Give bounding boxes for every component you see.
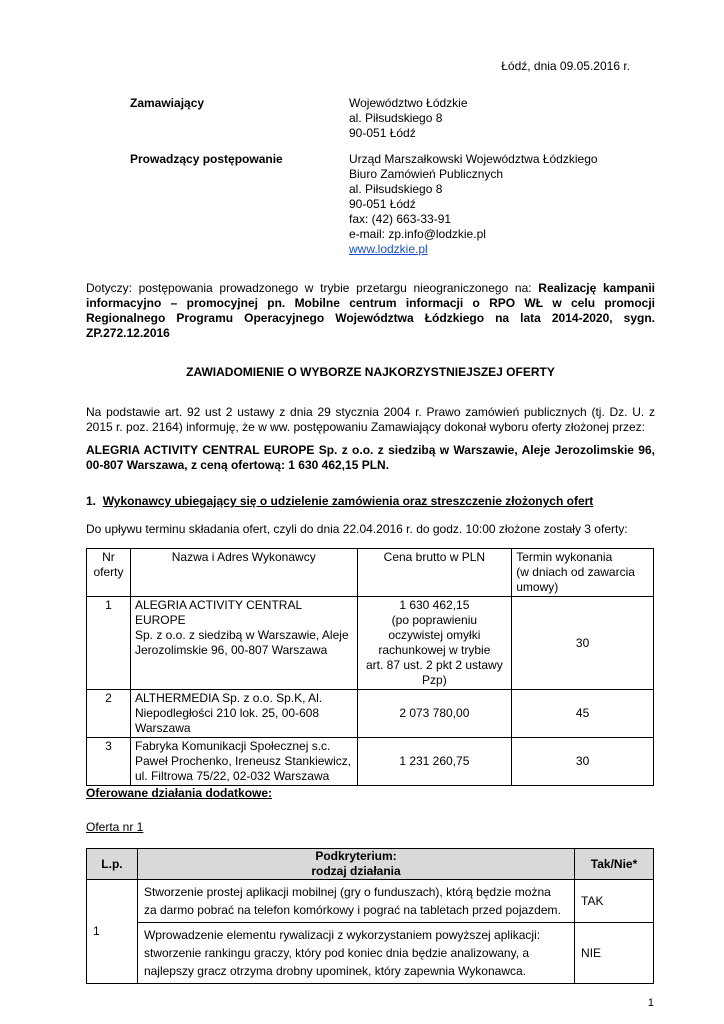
page-number: 1 (647, 997, 654, 1009)
offer-term: 30 (512, 597, 654, 690)
address-line: al. Piłsudskiego 8 (349, 182, 443, 196)
additional-heading: Oferowane działania dodatkowe: (86, 786, 273, 800)
header-term-line: umowy) (516, 580, 559, 594)
offer-name-line: Paweł Prochenko, Ireneusz Stankiewicz, (134, 754, 352, 768)
offer-price-note: art. 87 ust. 2 pkt 2 ustawy (365, 658, 503, 672)
offer-price-value: 1 630 462,15 (399, 598, 470, 612)
address-line: Biuro Zamówień Publicznych (349, 167, 504, 181)
offers-table (86, 548, 654, 786)
basis-line: 2015 r. poz. 2164) informuję, że w ww. postępowaniu Zamawiający dokonał wyboru oferty złożonej przez: (86, 420, 645, 434)
conducting-address (349, 152, 598, 257)
header-price-text: Cena brutto w PLN (383, 550, 486, 564)
fax-line: fax: (42) 663-33-91 (349, 212, 452, 226)
offer-label: Oferta nr 1 (86, 820, 144, 834)
offer-name (130, 738, 357, 786)
offer-price: 1 231 260,75 (357, 738, 512, 786)
table-row (87, 690, 654, 738)
offer-nr: 3 (87, 738, 131, 786)
header-criterion (137, 849, 574, 880)
table-row (87, 923, 654, 984)
criterion-line: stworzenie rankingu graczy, który pod koniec dnia będzie analizowany, a (143, 946, 530, 960)
header-nr-line: oferty (93, 565, 124, 579)
criterion-line: Wprowadzenie elementu rywalizacji z wykorzystaniem powyższej aplikacji: (143, 928, 541, 942)
address-line: al. Piłsudskiego 8 (349, 111, 443, 125)
conducting-label: Prowadzący postępowanie (130, 152, 283, 166)
criterion-line: najlepszy gracz otrzyma drobny upominek, który zapewnia Wykonawca. (143, 964, 526, 978)
winner-line: 00-807 Warszawa, z ceną ofertową: 1 630 462,15 PLN. (86, 458, 390, 472)
offer-price-note: (po poprawieniu (391, 613, 478, 627)
offer-nr: 2 (87, 690, 131, 738)
offers-header-row (87, 549, 654, 597)
header-criterion-line: Podkryterium: (315, 849, 397, 863)
section1-intro: Do upływu terminu składania ofert, czyli do dnia 22.04.2016 r. do godz. 10:00 złożone zostały 3 oferty: (86, 522, 628, 536)
address-line: Województwo Łódzkie (349, 96, 468, 110)
regarding-line (86, 281, 655, 296)
offer-name-line: ALTHERMEDIA Sp. z o.o. Sp.K, Al. (134, 691, 323, 705)
criterion-line: za darmo pobrać na telefon komórkowy i pograć na tabletach przed pojazdem. (143, 903, 561, 917)
offer-name-line: Fabryka Komunikacji Społecznej s.c. (134, 739, 331, 753)
offer-name-line: Jerozolimskie 96, 00-807 Warszawa (134, 643, 328, 657)
offer-term: 30 (512, 738, 654, 786)
contracting-label: Zamawiający (130, 96, 205, 110)
header-price (357, 549, 512, 597)
header-lp: L.p. (87, 849, 138, 880)
offer-price-note: oczywistej omyłki (388, 628, 481, 642)
offer-nr: 1 (87, 597, 131, 690)
notice-title: ZAWIADOMIENIE O WYBORZE NAJKORZYSTNIEJSZEJ OFERTY (186, 365, 555, 379)
address-line: Urząd Marszałkowski Województwa Łódzkiego (349, 152, 598, 166)
table-row (87, 597, 654, 690)
header-nr (87, 549, 131, 597)
place-date: Łódź, dnia 09.05.2016 r. (501, 59, 630, 73)
offer-price: 2 073 780,00 (357, 690, 512, 738)
offer-name-line: Niepodległości 210 lok. 25, 00-608 (134, 706, 320, 720)
criterion-text (137, 880, 574, 923)
section1-title: Wykonawcy ubiegający się o udzielenie zamówienia oraz streszczenie złożonych ofert (102, 494, 594, 508)
header-name-text: Nazwa i Adres Wykonawcy (171, 550, 316, 564)
header-name (130, 549, 357, 597)
winner-line: ALEGRIA ACTIVITY CENTRAL EUROPE Sp. z o.o. z siedzibą w Warszawie, Aleje Jerozolimskie 96, (86, 443, 655, 457)
regarding-subject: Realizację kampanii (538, 281, 656, 295)
offer-name-line: ul. Filtrowa 75/22, 02-032 Warszawa (134, 769, 330, 783)
basis-line: Na podstawie art. 92 ust 2 ustawy z dnia 29 stycznia 2004 r. Prawo zamówień publicznych (tj. Dz. U. z (86, 405, 655, 419)
header-nr-line: Nr (102, 550, 115, 564)
contracting-address (349, 96, 468, 141)
criterion-value: NIE (575, 923, 654, 984)
offer-price-note: Pzp) (422, 673, 447, 687)
group-number: 1 (87, 880, 138, 984)
regarding-paragraph (86, 281, 655, 341)
section1-heading (86, 494, 593, 509)
header-term-line: Termin wykonania (516, 550, 613, 564)
offer-term: 45 (512, 690, 654, 738)
winner-paragraph (86, 443, 655, 473)
offer-price-note: rachunkowej w trybie (378, 643, 491, 657)
website-link[interactable]: www.lodzkie.pl (349, 242, 428, 256)
subcriteria-header-row (87, 849, 654, 880)
offer-price (357, 597, 512, 690)
criterion-line: Stworzenie prostej aplikacji mobilnej (gry o funduszach), którą będzie można (143, 885, 551, 899)
offer-name-line: Sp. z o.o. z siedzibą w Warszawie, Aleje (134, 628, 349, 642)
email-line: e-mail: zp.info@lodzkie.pl (349, 227, 486, 241)
section1-number: 1. (86, 494, 97, 508)
offer-name (130, 690, 357, 738)
table-row (87, 738, 654, 786)
regarding-text: Dotyczy: postępowania prowadzonego w trybie przetargu nieograniczonego na: (86, 281, 539, 295)
address-line: 90-051 Łódź (349, 126, 416, 140)
header-term (512, 549, 654, 597)
address-line: 90-051 Łódź (349, 197, 416, 211)
regarding-line: informacyjno – promocyjnej pn. Mobilne centrum informacji o RPO WŁ w celu promocji (86, 296, 655, 310)
offer-name-line: Warszawa (134, 721, 191, 735)
offer-name-line: ALEGRIA ACTIVITY CENTRAL EUROPE (134, 598, 302, 627)
regarding-line: Regionalnego Programu Operacyjnego Województwa Łódzkiego na lata 2014-2020, sygn. (86, 311, 655, 325)
header-term-line: (w dniach od zawarcia (516, 565, 635, 579)
subcriteria-table (86, 848, 654, 984)
regarding-reference: ZP.272.12.2016 (86, 326, 170, 340)
table-row (87, 880, 654, 923)
criterion-text (137, 923, 574, 984)
offer-name (130, 597, 357, 690)
basis-paragraph (86, 405, 655, 435)
header-criterion-line: rodzaj działania (311, 864, 401, 878)
header-yesno: Tak/Nie* (575, 849, 654, 880)
criterion-value: TAK (575, 880, 654, 923)
